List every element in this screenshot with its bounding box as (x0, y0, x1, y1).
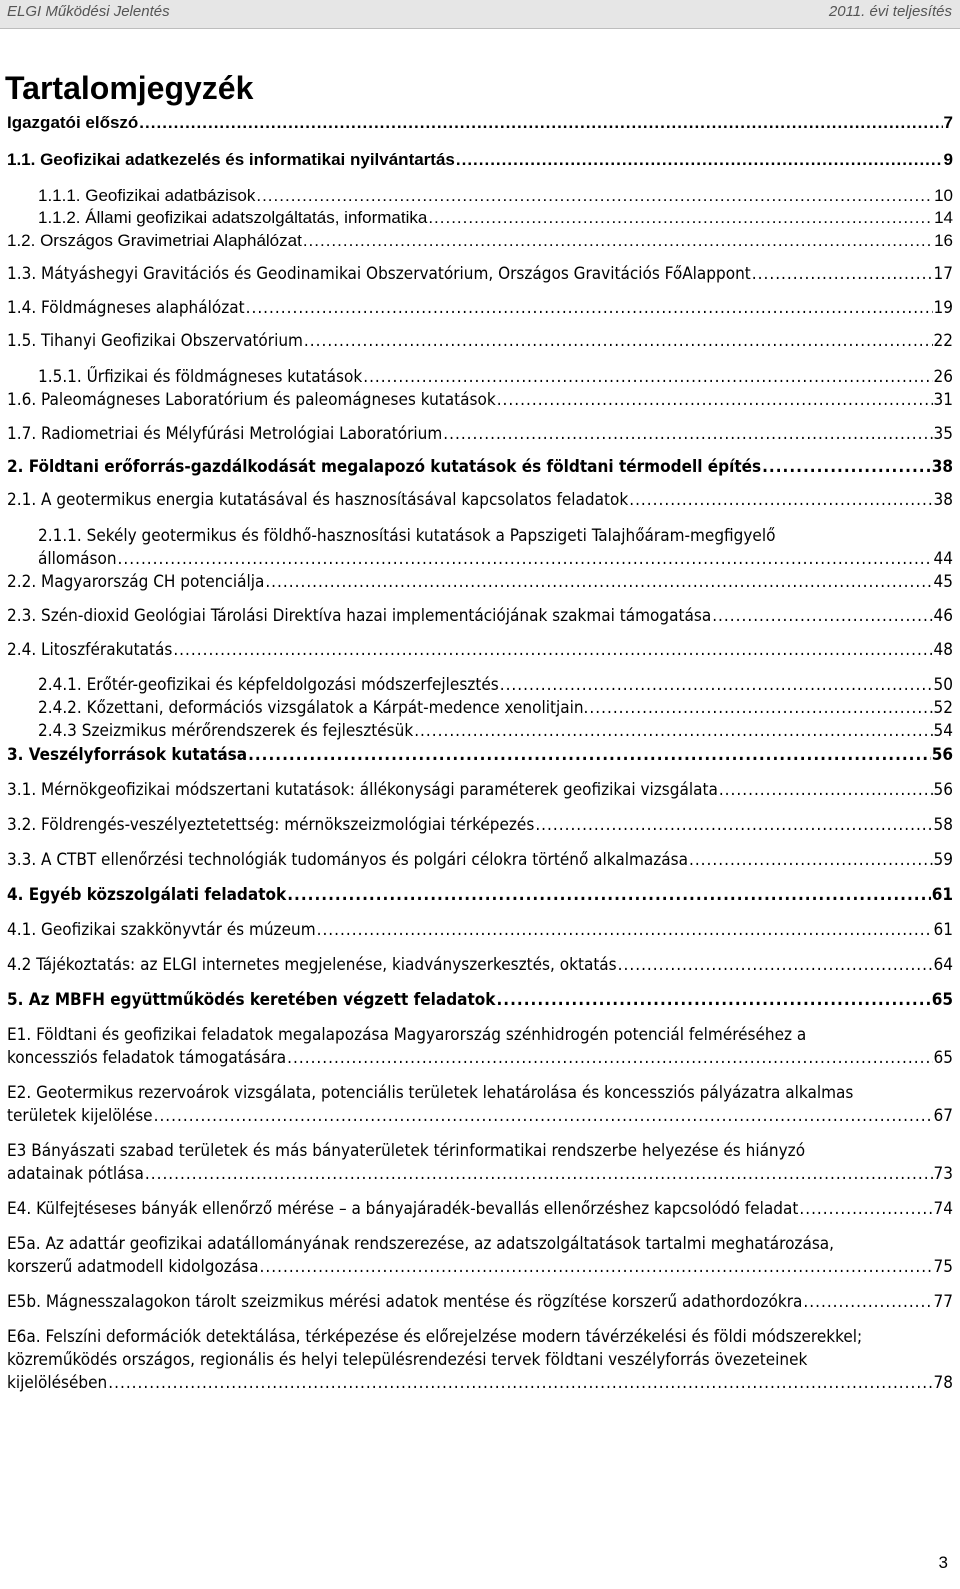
toc-entry[interactable]: 3.3. A CTBT ellenőrzési technológiák tudományos és polgári célokra történő alkalmazása ..... 59 (0, 849, 953, 872)
toc-entry[interactable]: 1.1.1. Geofizikai adatbázisok ..... 10 (0, 184, 953, 207)
toc-title: Tartalomjegyzék (5, 70, 254, 106)
toc-entry[interactable]: 2.2. Magyarország CH potenciálja ..... 45 (0, 571, 953, 594)
toc-entry[interactable]: 2.4.2. Kőzettani, deformációs vizsgálatok a Kárpát-medence xenolitjain. ..... 52 (0, 697, 953, 720)
toc-entry[interactable]: 1.7. Radiometriai és Mélyfúrási Metrológiai Laboratórium ..... 35 (0, 423, 953, 446)
toc-entry[interactable]: E5b. Mágnesszalagokon tárolt szeizmikus mérési adatok mentése és rögzítése korszerű adathordozókra ..... 77 (0, 1291, 953, 1314)
toc-entry[interactable]: 1.6. Paleomágneses Laboratórium és paleomágneses kutatások ..... 31 (0, 389, 953, 412)
toc-entry[interactable]: 2.4.3 Szeizmikus mérőrendszerek és fejlesztésük ..... 54 (0, 720, 953, 743)
page-header (0, 0, 960, 29)
toc-entry[interactable]: 3. Veszélyforrások kutatása ..... 56 (0, 744, 953, 767)
toc-entry[interactable]: 1.5.1. Űrfizikai és földmágneses kutatások ..... 26 (0, 366, 953, 389)
page-number: 3 (938, 1553, 948, 1572)
toc-entry[interactable]: 1.3. Mátyáshegyi Gravitációs és Geodinamikai Obszervatórium, Országos Gravitációs FőAlappont ..... 17 (0, 263, 953, 286)
toc-entry[interactable]: 4.2 Tájékoztatás: az ELGI internetes megjelenése, kiadványszerkesztés, oktatás ..... 64 (0, 954, 953, 977)
header-period: 2011. évi teljesítés (828, 3, 952, 20)
toc-entry[interactable]: E6a. Felszíni deformációk detektálása, térképezése és előrejelzése modern távérzékelési és földi módszerekkel; közreműködés országos, regionális és helyi településrendezési tervek földtani veszélyforrás övezeteinek kijelölésében ..... 78 (0, 1326, 953, 1395)
toc-entry[interactable]: 4.1. Geofizikai szakkönyvtár és múzeum ..... 61 (0, 919, 953, 942)
toc-entry[interactable]: E1. Földtani és geofizikai feladatok megalapozása Magyarország szénhidrogén potenciál felméréséhez a koncessziós feladatok támogatására ..... 65 (0, 1024, 953, 1070)
toc-entry[interactable]: E2. Geotermikus rezervoárok vizsgálata, potenciális területek lehatárolása és koncessziós pályázatra alkalmas területek kijelölése ..... 67 (0, 1082, 953, 1128)
toc-entry[interactable]: 1.1. Geofizikai adatkezelés és informatikai nyilvántartás ..... 9 (0, 148, 953, 171)
header-title: ELGI Működési Jelentés (7, 3, 170, 20)
toc-entry[interactable]: 3.1. Mérnökgeofizikai módszertani kutatások: állékonysági paraméterek geofizikai vizsgálata ..... 56 (0, 779, 953, 802)
toc-entry[interactable]: 2. Földtani erőforrás-gazdálkodását megalapozó kutatások és földtani térmodell építés ..... 38 (0, 456, 953, 479)
toc-entry[interactable]: 1.4. Földmágneses alaphálózat ..... 19 (0, 297, 953, 320)
toc-entry[interactable]: 2.4. Litoszférakutatás ..... 48 (0, 639, 953, 662)
toc-entry[interactable]: 1.1.2. Állami geofizikai adatszolgáltatás, informatika ..... 14 (0, 206, 953, 229)
toc-entry[interactable]: E3 Bányászati szabad területek és más bányaterületek térinformatikai rendszerbe helyezése és hiányzó adatainak pótlása ..... 73 (0, 1140, 953, 1186)
toc-entry[interactable]: 1.2. Országos Gravimetriai Alaphálózat ..... 16 (0, 229, 953, 252)
toc-entry[interactable]: 2.4.1. Erőtér-geofizikai és képfeldolgozási módszerfejlesztés ..... 50 (0, 674, 953, 697)
toc-entry[interactable]: 1.5. Tihanyi Geofizikai Obszervatórium ..... 22 (0, 330, 953, 353)
toc-entry[interactable]: 3.2. Földrengés-veszélyeztetettség: mérnökszeizmológiai térképezés ..... 58 (0, 814, 953, 837)
toc-entry[interactable]: E5a. Az adattár geofizikai adatállományának rendszerezése, az adatszolgáltatások tartalmi meghatározása, korszerű adatmodell kidolgozása ..... 75 (0, 1233, 953, 1279)
toc-entry[interactable]: 2.1. A geotermikus energia kutatásával és hasznosításával kapcsolatos feladatok ..... 38 (0, 489, 953, 512)
toc-entry[interactable]: 4. Egyéb közszolgálati feladatok ..... 61 (0, 884, 953, 907)
toc-entry[interactable]: Igazgatói előszó ..... 7 (0, 111, 953, 134)
toc-entry[interactable]: 2.3. Szén-dioxid Geológiai Tárolási Direktíva hazai implementációjának szakmai támogatása ..... 46 (0, 605, 953, 628)
toc-entry[interactable]: 2.1.1. Sekély geotermikus és földhő-hasznosítási kutatások a Papszigeti Talajhőáram-megfigyelő állomáson ..... 44 (0, 525, 953, 571)
toc-entry[interactable]: E4. Külfejtéseses bányák ellenőrző mérése – a bányajáradék-bevallás ellenőrzéshez kapcsolódó feladat ..... 74 (0, 1198, 953, 1221)
toc-entry[interactable]: 5. Az MBFH együttműködés keretében végzett feladatok ..... 65 (0, 989, 953, 1012)
